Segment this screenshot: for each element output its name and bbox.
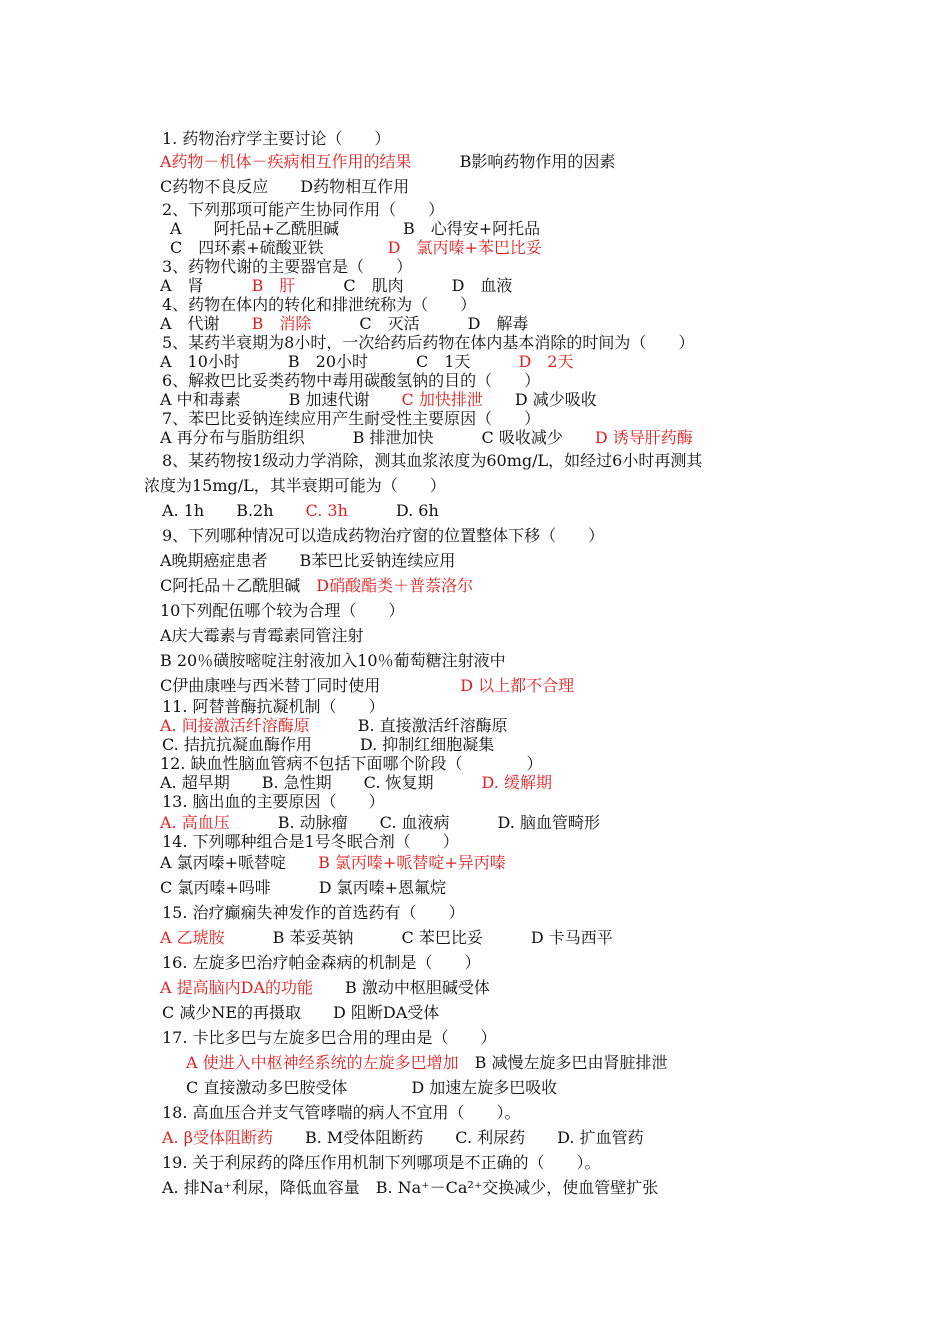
question-line <box>160 314 528 334</box>
line-text: A. 排Na⁺利尿，降低血容量 B. Na⁺－Ca²⁺交换减少，使血管壁扩张 <box>162 1178 659 1197</box>
line-text: 11. 阿替普酶抗凝机制（ ） <box>162 697 385 716</box>
question-line <box>160 551 455 571</box>
question-line <box>162 1128 644 1148</box>
line-text: C伊曲康唑与西米替丁同时使用 <box>160 676 461 695</box>
question-line <box>162 451 702 471</box>
question-line <box>162 1178 658 1198</box>
answer-text: D 2天 <box>518 352 574 371</box>
line-text: A 再分布与脂肪组织 B 排泄加快 C 吸收减少 <box>160 428 595 447</box>
question-line <box>160 716 508 736</box>
line-text: 2、下列那项可能产生协同作用（ ） <box>162 200 445 219</box>
line-text: B 激动中枢胆碱受体 <box>313 978 490 997</box>
question-line <box>162 295 476 315</box>
line-text: 16. 左旋多巴治疗帕金森病的机制是（ ） <box>162 953 481 972</box>
question-line <box>160 576 473 596</box>
line-text: 18. 高血压合并支气管哮喘的病人不宜用（ ）。 <box>162 1103 521 1122</box>
line-text: 4、药物在体内的转化和排泄统称为（ ） <box>162 295 477 314</box>
line-text: 19. 关于利尿药的降压作用机制下列哪项是不正确的（ ）。 <box>162 1153 601 1172</box>
question-line <box>162 735 494 755</box>
answer-text: D. 缓解期 <box>481 773 552 792</box>
answer-text: A. 高血压 <box>160 813 230 832</box>
question-line <box>162 1003 439 1023</box>
question-line <box>162 200 444 220</box>
line-text: 浓度为15mg/L，其半衰期可能为（ ） <box>144 476 446 495</box>
line-text: D. 6h <box>347 501 439 520</box>
question-line <box>162 792 385 812</box>
line-text: C阿托品＋乙酰胆碱 <box>160 576 317 595</box>
line-text: A 阿托品+乙酰胆碱 B 心得安+阿托品 <box>170 219 541 238</box>
line-text: B 减慢左旋多巴由肾脏排泄 <box>458 1053 668 1072</box>
line-text: 6、解救巴比妥类药物中毒用碳酸氢钠的目的（ ） <box>162 371 541 390</box>
question-line <box>162 257 412 277</box>
question-line <box>162 903 465 923</box>
question-line <box>162 953 481 973</box>
line-text: A 代谢 <box>160 314 252 333</box>
line-text: A 氯丙嗪+哌替啶 <box>160 853 319 872</box>
question-line <box>162 1028 497 1048</box>
question-line <box>160 651 506 671</box>
answer-text: A. β受体阻断药 <box>162 1128 273 1147</box>
line-text: C 肌肉 D 血液 <box>295 276 513 295</box>
line-text: 5、某药半衰期为8小时，一次给药后药物在体内基本消除的时间为（ ） <box>162 333 695 352</box>
question-line <box>160 853 506 873</box>
question-line <box>160 428 693 448</box>
line-text: C 四环素+硫酸亚铁 <box>170 238 388 257</box>
line-text: A庆大霉素与青霉素同管注射 <box>160 626 364 645</box>
answer-text: C. 3h <box>305 501 348 520</box>
line-text: A晚期癌症患者 B苯巴比妥钠连续应用 <box>160 551 456 570</box>
answer-text: B 氯丙嗪+哌替啶+异丙嗪 <box>318 853 506 872</box>
answer-text: A. 间接激活纤溶酶原 <box>160 716 310 735</box>
line-text: 13. 脑出血的主要原因（ ） <box>162 792 385 811</box>
question-line <box>170 219 540 239</box>
question-line <box>162 526 604 546</box>
question-line <box>162 832 459 852</box>
question-line <box>170 238 542 258</box>
answer-text: A 提高脑内DA的功能 <box>160 978 314 997</box>
question-line <box>160 626 364 646</box>
question-line <box>162 129 390 149</box>
question-line <box>186 1053 668 1073</box>
question-line <box>144 476 446 496</box>
question-line <box>162 333 694 353</box>
question-line <box>160 390 597 410</box>
answer-text: D 以上都不合理 <box>460 676 575 695</box>
line-text: 17. 卡比多巴与左旋多巴合用的理由是（ ） <box>162 1028 497 1047</box>
question-line <box>160 177 409 197</box>
answer-text: A药物－机体－疾病相互作用的结果 <box>160 152 412 171</box>
question-line <box>160 878 446 898</box>
question-line <box>162 1153 601 1173</box>
line-text: B. 动脉瘤 C. 血液病 D. 脑血管畸形 <box>229 813 600 832</box>
question-line <box>160 754 543 774</box>
answer-text: B 肝 <box>251 276 296 295</box>
answer-text: D硝酸酯类＋普萘洛尔 <box>316 576 474 595</box>
question-line <box>160 601 404 621</box>
line-text: B 20％磺胺嘧啶注射液加入10％葡萄糖注射液中 <box>160 651 506 670</box>
question-line <box>160 978 490 998</box>
line-text: A. 1h B.2h <box>162 501 306 520</box>
line-text: 10下列配伍哪个较为合理（ ） <box>160 601 405 620</box>
answer-text: D 诱导肝药酶 <box>594 428 693 447</box>
answer-text: C 加快排泄 <box>401 390 483 409</box>
line-text: 14. 下列哪种组合是1号冬眠合剂（ ） <box>162 832 459 851</box>
line-text: 7、苯巴比妥钠连续应用产生耐受性主要原因（ ） <box>162 409 541 428</box>
line-text: C 直接激动多巴胺受体 D 加速左旋多巴吸收 <box>186 1078 558 1097</box>
line-text: A 中和毒素 B 加速代谢 <box>160 390 402 409</box>
line-text: C. 拮抗抗凝血酶作用 D. 抑制红细胞凝集 <box>162 735 495 754</box>
line-text: 8、某药物按1级动力学消除，测其血浆浓度为60mg/L，如经过6小时再测其 <box>162 451 703 470</box>
question-line <box>162 409 540 429</box>
line-text: D 减少吸收 <box>482 390 597 409</box>
line-text: C药物不良反应 D药物相互作用 <box>160 177 410 196</box>
line-text: B. 直接激活纤溶酶原 <box>309 716 508 735</box>
question-line <box>160 276 512 296</box>
line-text: 1. 药物治疗学主要讨论（ ） <box>162 129 391 148</box>
line-text: 9、下列哪种情况可以造成药物治疗窗的位置整体下移（ ） <box>162 526 605 545</box>
line-text: B影响药物作用的因素 <box>411 152 616 171</box>
question-line <box>160 152 615 172</box>
answer-text: D 氯丙嗪+苯巴比妥 <box>387 238 542 257</box>
answer-text: A 乙琥胺 <box>160 928 225 947</box>
line-text: A. 超早期 B. 急性期 C. 恢复期 <box>160 773 482 792</box>
line-text: B. M受体阻断药 C. 利尿药 D. 扩血管药 <box>272 1128 644 1147</box>
question-line <box>160 773 552 793</box>
line-text: C 氯丙嗪+吗啡 D 氯丙嗪+恩氟烷 <box>160 878 447 897</box>
line-text: 3、药物代谢的主要器官是（ ） <box>162 257 413 276</box>
line-text: A 肾 <box>160 276 252 295</box>
question-line <box>162 501 439 521</box>
question-line <box>160 928 613 948</box>
question-line <box>186 1078 557 1098</box>
question-line <box>160 676 574 696</box>
question-line <box>162 371 540 391</box>
line-text: A 10小时 B 20小时 C 1天 <box>160 352 519 371</box>
line-text: B 苯妥英钠 C 苯巴比妥 D 卡马西平 <box>224 928 613 947</box>
question-line <box>162 697 385 717</box>
question-line <box>160 813 600 833</box>
question-line <box>162 1103 521 1123</box>
line-text: 12. 缺血性脑血管病不包括下面哪个阶段（ ） <box>160 754 543 773</box>
line-text: 15. 治疗癫痫失神发作的首选药有（ ） <box>162 903 465 922</box>
answer-text: B 消除 <box>251 314 312 333</box>
question-line <box>160 352 573 372</box>
line-text: C 减少NE的再摄取 D 阻断DA受体 <box>162 1003 440 1022</box>
answer-text: A 使进入中枢神经系统的左旋多巴增加 <box>186 1053 459 1072</box>
line-text: C 灭活 D 解毒 <box>311 314 529 333</box>
